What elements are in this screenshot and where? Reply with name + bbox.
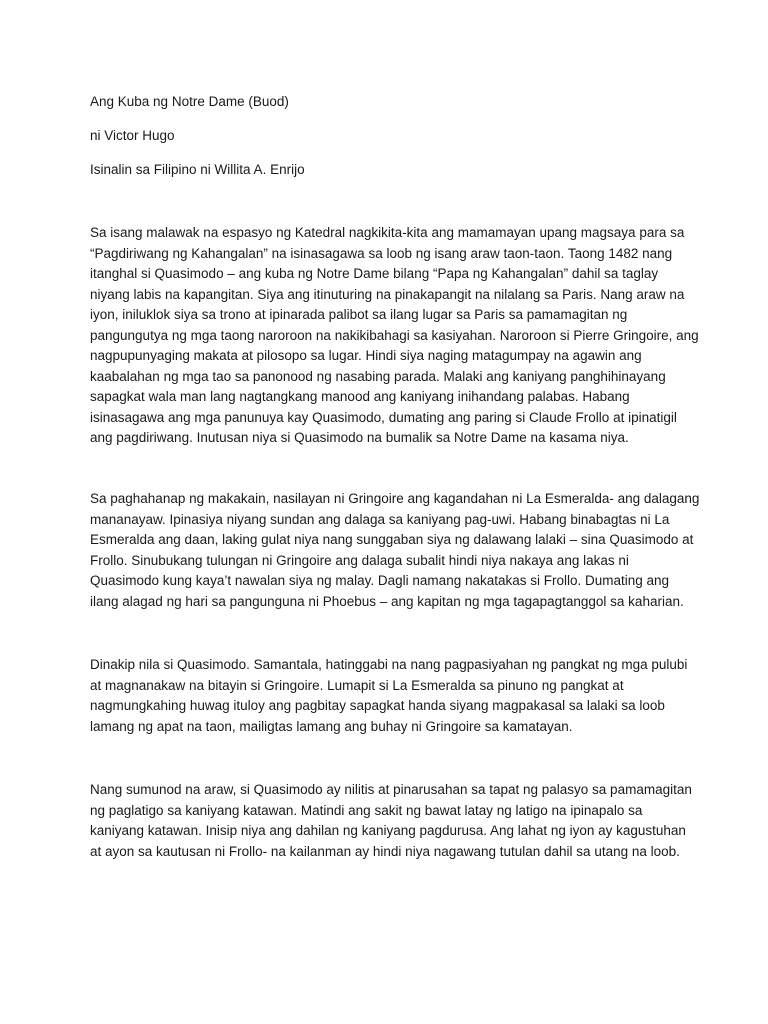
document-header [90,92,700,194]
document-title: Ang Kuba ng Notre Dame (Buod) [90,94,289,109]
document-translator: Isinalin sa Filipino ni Willita A. Enrijo [90,162,305,177]
document-author: ni Victor Hugo [90,128,175,143]
paragraph-1: Sa isang malawak na espasyo ng Katedral nagkikita-kita ang mamamayan upang magsaya para sa “Pagdiriwang ng Kahangalan” na isinasagawa sa loob ng isang araw taon-taon. Taong 1482 nang itanghal si Quasimodo – ang kuba ng Notre Dame bilang “Papa ng Kahangalan” dahil sa taglay niyang labis na kapangitan. Siya ang itinuturing na pinakapangit na nilalang sa Paris. Nang araw na iyon, iniluklok siya sa trono at ipinarada palibot sa ilang lugar sa Paris sa pamamagitan ng pangungutya ng mga taong naroroon na nakikibahagi sa kasiyahan. Naroroon si Pierre Gringoire, ang nagpupunyaging makata at pilosopo sa lugar. Hindi siya naging matagumpay na agawin ang kaabalahan ng mga tao sa panonood ng nasabing parada. Malaki ang kaniyang panghihinayang sapagkat wala man lang nagtangkang manood ang kaniyang inihandang palabas. Habang isinasagawa ang mga panunuya kay Quasimodo, dumating ang paring si Claude Frollo at ipinatigil ang pagdiriwang. Inutusan niya si Quasimodo na bumalik sa Notre Dame na kasama niya. [90,225,699,445]
paragraph-4: Nang sumunod na araw, si Quasimodo ay nilitis at pinarusahan sa tapat ng palasyo sa pamamagitan ng paglatigo sa kaniyang katawan. Matindi ang sakit ng bawat latay ng latigo na ipinapalo sa kaniyang katawan. Inisip niya ang dahilan ng kaniyang pagdurusa. Ang lahat ng iyon ay kagustuhan at ayon sa kautusan ni Frollo- na kailanman ay hindi niya nagawang tutulan dahil sa utang na loob. [90,782,692,859]
paragraph-2: Sa paghahanap ng makakain, nasilayan ni Gringoire ang kagandahan ni La Esmeralda- ang dalagang mananayaw. Ipinasiya niyang sundan ang dalaga sa kaniyang pag-uwi. Habang binabagtas ni La Esmeralda ang daan, laking gulat niya nang sunggaban siya ng dalawang lalaki – sina Quasimodo at Frollo. Sinubukang tulungan ni Gringoire ang dalaga subalit hindi niya nakaya ang lakas ni Quasimodo kung kaya’t nawalan siya ng malay. Dagli namang nakatakas si Frollo. Dumating ang ilang alagad ng hari sa pangunguna ni Phoebus – ang kapitan ng mga tagapagtanggol sa kaharian. [90,491,700,609]
paragraph-3: Dinakip nila si Quasimodo. Samantala, hatinggabi na nang pagpasiyahan ng pangkat ng mga pulubi at magnanakaw na bitayin si Gringoire. Lumapit si La Esmeralda sa pinuno ng pangkat at nagmungkahing huwag ituloy ang pagbitay sapagkat handa siyang magpakasal sa lalaki sa loob lamang ng apat na taon, mailigtas lamang ang buhay ni Gringoire sa kamatayan. [90,657,688,734]
